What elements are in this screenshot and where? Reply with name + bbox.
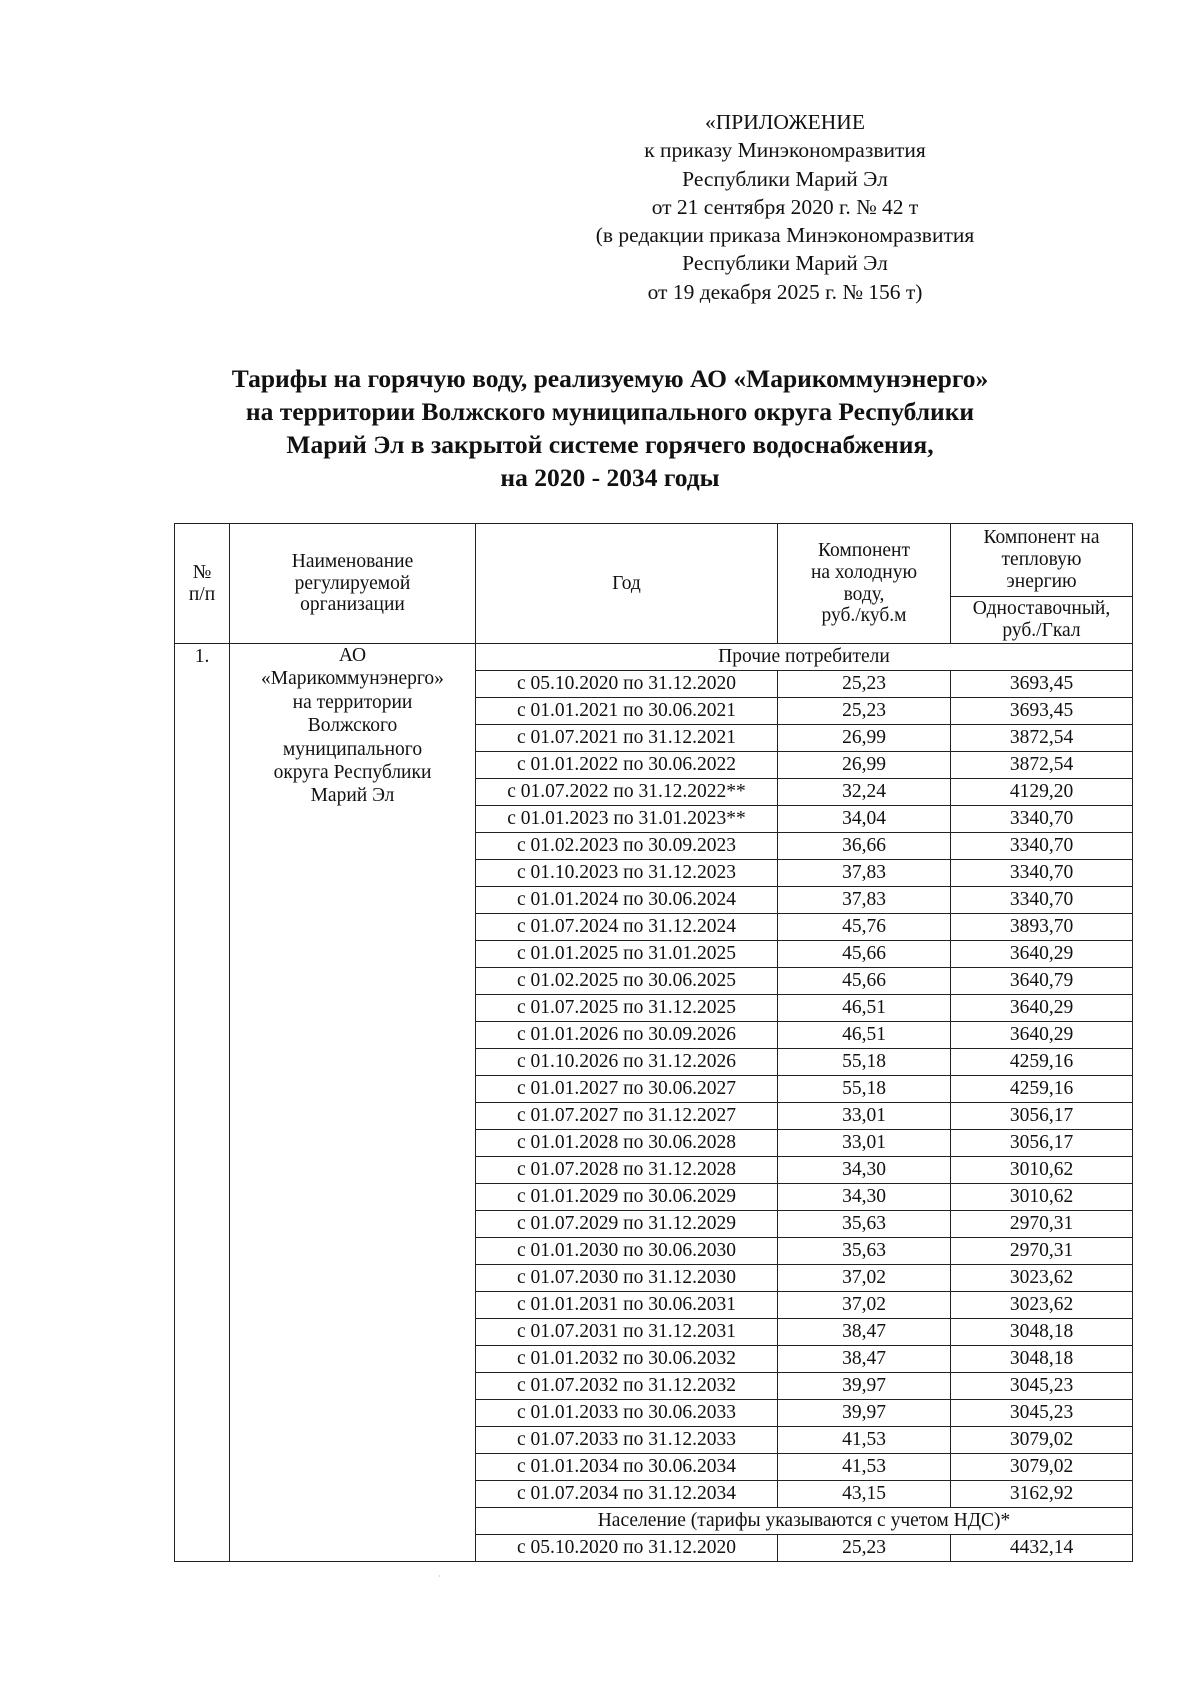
cold-water-value: 26,99 (778, 725, 951, 752)
organization-line: АО (338, 645, 367, 666)
thermal-energy-value: 2970,31 (951, 1211, 1133, 1238)
thermal-energy-value: 3340,70 (951, 887, 1133, 914)
header-thermal (951, 524, 1133, 597)
thermal-energy-value: 3872,54 (951, 752, 1133, 779)
thermal-energy-value: 4432,14 (951, 1535, 1133, 1562)
period-cell: с 01.10.2023 по 31.12.2023 (476, 860, 778, 887)
cold-water-value: 37,02 (778, 1265, 951, 1292)
title-line: на территории Волжского муниципального округа Республики (245, 397, 975, 426)
cold-water-value: 36,66 (778, 833, 951, 860)
cold-water-value: 25,23 (778, 671, 951, 698)
period-cell: с 01.02.2025 по 30.06.2025 (476, 968, 778, 995)
header-num-line2: п/п (188, 583, 216, 605)
thermal-energy-value: 3045,23 (951, 1373, 1133, 1400)
cold-water-value: 41,53 (778, 1427, 951, 1454)
header-num-line1: № (192, 561, 212, 583)
period-cell: с 01.07.2034 по 31.12.2034 (476, 1481, 778, 1508)
cold-water-value: 33,01 (778, 1103, 951, 1130)
period-cell: с 01.01.2029 по 30.06.2029 (476, 1184, 778, 1211)
cold-water-value: 25,23 (778, 1535, 951, 1562)
appendix-line: (в редакции приказа Минэкономразвития (595, 223, 975, 248)
appendix-line: «ПРИЛОЖЕНИЕ (705, 110, 865, 134)
period-cell: с 01.07.2021 по 31.12.2021 (476, 725, 778, 752)
organization-line: на территории (292, 691, 413, 713)
period-cell: с 01.01.2033 по 30.06.2033 (476, 1400, 778, 1427)
thermal-energy-value: 3023,62 (951, 1265, 1133, 1292)
appendix-reference (560, 108, 1010, 306)
thermal-energy-value: 2970,31 (951, 1238, 1133, 1265)
period-cell: с 01.07.2032 по 31.12.2032 (476, 1373, 778, 1400)
thermal-energy-value: 3162,92 (951, 1481, 1133, 1508)
cold-water-value: 46,51 (778, 995, 951, 1022)
header-thermal-line3: энергию (1006, 570, 1077, 592)
period-cell: с 01.07.2024 по 31.12.2024 (476, 914, 778, 941)
header-cold-line3: воду, (843, 583, 885, 605)
header-year: Год (476, 524, 778, 644)
thermal-energy-value: 3340,70 (951, 806, 1133, 833)
cold-water-value: 55,18 (778, 1049, 951, 1076)
thermal-energy-value: 3340,70 (951, 833, 1133, 860)
thermal-energy-value: 3010,62 (951, 1184, 1133, 1211)
thermal-energy-value: 3640,29 (951, 995, 1133, 1022)
period-cell: с 01.07.2029 по 31.12.2029 (476, 1211, 778, 1238)
header-cold-water (778, 524, 951, 644)
period-cell: с 01.01.2021 по 30.06.2021 (476, 698, 778, 725)
header-thermal-line2: тепловую (1001, 549, 1082, 571)
appendix-line: от 19 декабря 2025 г. № 156 т) (647, 279, 923, 304)
thermal-energy-value: 3079,02 (951, 1454, 1133, 1481)
thermal-energy-value: 3693,45 (951, 698, 1133, 725)
header-thermal-sub-line1: Одноставочный, (972, 598, 1111, 620)
scan-mark: · (438, 1572, 441, 1581)
cold-water-value: 38,47 (778, 1346, 951, 1373)
organization-line: Волжского (307, 715, 398, 737)
title-line: Марий Эл в закрытой системе горячего водоснабжения, (286, 430, 934, 459)
period-cell: с 01.01.2023 по 31.01.2023** (476, 806, 778, 833)
period-cell: с 01.01.2027 по 30.06.2027 (476, 1076, 778, 1103)
cold-water-value: 34,04 (778, 806, 951, 833)
cold-water-value: 37,02 (778, 1292, 951, 1319)
thermal-energy-value: 3640,29 (951, 941, 1133, 968)
thermal-energy-value: 3893,70 (951, 914, 1133, 941)
appendix-line: Республики Марий Эл (682, 166, 888, 191)
header-cold-line2: на холодную (810, 561, 918, 583)
header-cold-line4: руб./куб.м (821, 605, 907, 627)
cold-water-value: 35,63 (778, 1211, 951, 1238)
cold-water-value: 39,97 (778, 1400, 951, 1427)
organization-line: «Марикоммунэнерго» (261, 668, 444, 690)
period-cell: с 01.02.2023 по 30.09.2023 (476, 833, 778, 860)
period-cell: с 01.01.2034 по 30.06.2034 (476, 1454, 778, 1481)
document-title (120, 362, 1100, 494)
thermal-energy-value: 4259,16 (951, 1049, 1133, 1076)
period-cell: с 01.01.2030 по 30.06.2030 (476, 1238, 778, 1265)
header-organization (230, 524, 476, 644)
header-thermal-sub-line2: руб./Гкал (1002, 620, 1081, 641)
period-cell: с 01.07.2028 по 31.12.2028 (476, 1157, 778, 1184)
thermal-energy-value: 3056,17 (951, 1130, 1133, 1157)
organization-line: округа Республики (273, 761, 432, 783)
table-header-row (175, 524, 1133, 597)
cold-water-value: 34,30 (778, 1184, 951, 1211)
period-cell: с 01.07.2030 по 31.12.2030 (476, 1265, 778, 1292)
period-cell: с 01.07.2031 по 31.12.2031 (476, 1319, 778, 1346)
header-num (175, 524, 230, 644)
period-cell: с 01.01.2024 по 30.06.2024 (476, 887, 778, 914)
period-cell: с 01.01.2031 по 30.06.2031 (476, 1292, 778, 1319)
period-cell: с 01.07.2025 по 31.12.2025 (476, 995, 778, 1022)
appendix-line: к приказу Минэкономразвития (644, 138, 926, 163)
thermal-energy-value: 3693,45 (951, 671, 1133, 698)
cold-water-value: 37,83 (778, 860, 951, 887)
period-cell: с 01.07.2033 по 31.12.2033 (476, 1427, 778, 1454)
cold-water-value: 45,76 (778, 914, 951, 941)
appendix-line: Республики Марий Эл (682, 251, 888, 276)
cold-water-value: 39,97 (778, 1373, 951, 1400)
cold-water-value: 46,51 (778, 1022, 951, 1049)
cold-water-value: 41,53 (778, 1454, 951, 1481)
organization-line: Марий Эл (310, 785, 395, 807)
header-org-line3: организации (300, 594, 405, 616)
organization-line: муниципального (282, 738, 423, 760)
period-cell: с 01.07.2027 по 31.12.2027 (476, 1103, 778, 1130)
cold-water-value: 43,15 (778, 1481, 951, 1508)
period-cell: с 01.01.2026 по 30.09.2026 (476, 1022, 778, 1049)
title-line: на 2020 - 2034 годы (500, 463, 720, 492)
cold-water-value: 55,18 (778, 1076, 951, 1103)
cold-water-value: 33,01 (778, 1130, 951, 1157)
period-cell: с 01.10.2026 по 31.12.2026 (476, 1049, 778, 1076)
period-cell: с 05.10.2020 по 31.12.2020 (476, 1535, 778, 1562)
cold-water-value: 35,63 (778, 1238, 951, 1265)
section-row (175, 644, 1133, 671)
period-cell: с 01.01.2022 по 30.06.2022 (476, 752, 778, 779)
thermal-energy-value: 3010,62 (951, 1157, 1133, 1184)
organization-name (230, 644, 476, 1562)
header-thermal-single-rate (951, 597, 1133, 644)
period-cell: с 01.07.2022 по 31.12.2022** (476, 779, 778, 806)
tariff-table (174, 523, 1133, 1562)
thermal-energy-value: 3045,23 (951, 1400, 1133, 1427)
header-org-line2: регулируемой (294, 572, 411, 594)
thermal-energy-value: 3079,02 (951, 1427, 1133, 1454)
thermal-energy-value: 3640,79 (951, 968, 1133, 995)
thermal-energy-value: 4259,16 (951, 1076, 1133, 1103)
cold-water-value: 26,99 (778, 752, 951, 779)
cold-water-value: 25,23 (778, 698, 951, 725)
section-other-consumers: Прочие потребители (476, 644, 1133, 671)
title-line: Тарифы на горячую воду, реализуемую АО «Марикоммунэнерго» (231, 364, 989, 393)
thermal-energy-value: 3048,18 (951, 1346, 1133, 1373)
period-cell: с 01.01.2032 по 30.06.2032 (476, 1346, 778, 1373)
row-number: 1. (175, 644, 230, 1562)
period-cell: с 05.10.2020 по 31.12.2020 (476, 671, 778, 698)
thermal-energy-value: 3872,54 (951, 725, 1133, 752)
period-cell: с 01.01.2025 по 31.01.2025 (476, 941, 778, 968)
cold-water-value: 45,66 (778, 968, 951, 995)
cold-water-value: 38,47 (778, 1319, 951, 1346)
thermal-energy-value: 3640,29 (951, 1022, 1133, 1049)
thermal-energy-value: 3023,62 (951, 1292, 1133, 1319)
section-population: Население (тарифы указываются с учетом НДС)* (476, 1508, 1133, 1535)
header-thermal-line1: Компонент на (983, 527, 1100, 549)
header-org-line1: Наименование (291, 550, 414, 572)
cold-water-value: 32,24 (778, 779, 951, 806)
thermal-energy-value: 3340,70 (951, 860, 1133, 887)
thermal-energy-value: 3056,17 (951, 1103, 1133, 1130)
header-cold-line1: Компонент (818, 539, 910, 561)
cold-water-value: 45,66 (778, 941, 951, 968)
cold-water-value: 37,83 (778, 887, 951, 914)
appendix-line: от 21 сентября 2020 г. № 42 т (651, 194, 919, 219)
thermal-energy-value: 3048,18 (951, 1319, 1133, 1346)
thermal-energy-value: 4129,20 (951, 779, 1133, 806)
cold-water-value: 34,30 (778, 1157, 951, 1184)
period-cell: с 01.01.2028 по 30.06.2028 (476, 1130, 778, 1157)
